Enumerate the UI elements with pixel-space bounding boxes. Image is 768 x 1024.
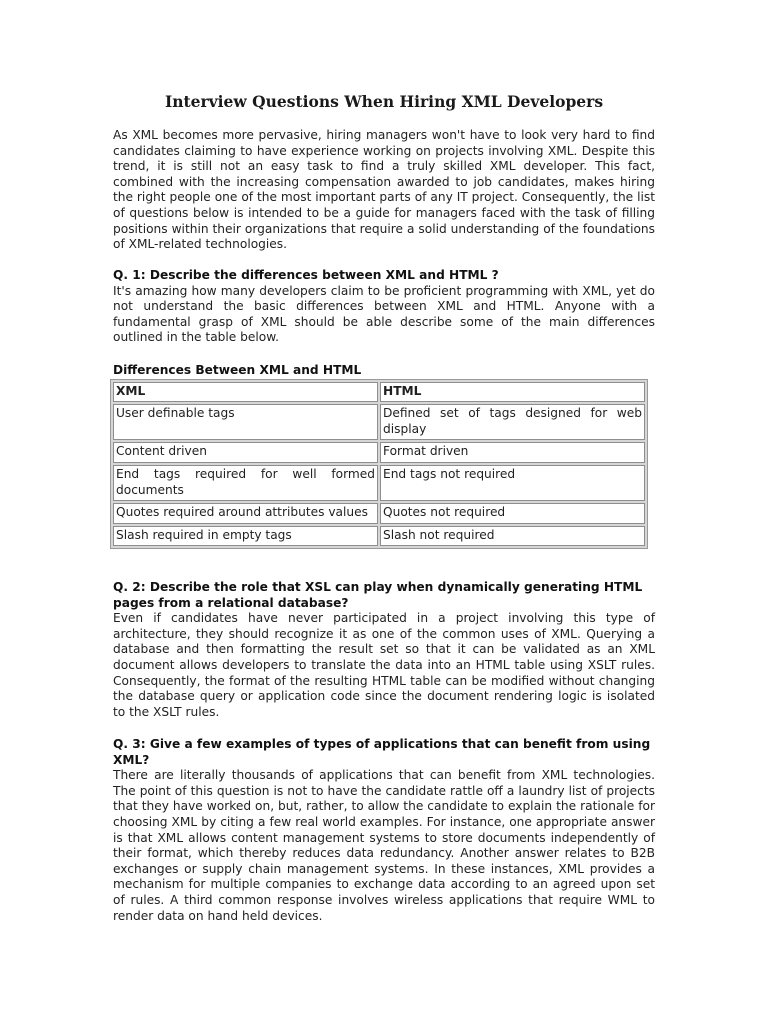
table-cell: Quotes required around attributes values [113, 503, 378, 524]
question-3-section [113, 737, 655, 924]
table-row [113, 442, 645, 463]
table-header-cell: HTML [380, 382, 645, 403]
table-row [113, 503, 645, 524]
question-3-heading: Q. 3: Give a few examples of types of applications that can benefit from using XML? [113, 737, 651, 767]
differences-table [110, 379, 648, 550]
table-cell: Slash not required [380, 526, 645, 547]
table-header-cell: XML [113, 382, 378, 403]
table-cell: Quotes not required [380, 503, 645, 524]
table-row [113, 465, 645, 501]
intro-paragraph: As XML becomes more pervasive, hiring managers won't have to look very hard to find candidates claiming to have experience working on projects involving XML. Despite this trend, it is still not an easy task to find a truly skilled XML developer. This fact, combined with the increasing compensation awarded to job candidates, makes hiring the right people one of the most important parts of any IT project. Consequently, the list of questions below is intended to be a guide for managers faced with the task of filling positions within their organizations that require a solid understanding of the foundations of XML-related technologies. [113, 128, 655, 252]
table-cell: Format driven [380, 442, 645, 463]
table-cell: End tags required for well formed documents [113, 465, 378, 501]
page-title: Interview Questions When Hiring XML Developers [164, 92, 604, 111]
question-1-heading: Q. 1: Describe the differences between XML and HTML ? [113, 268, 499, 282]
table-header-row [113, 382, 645, 403]
question-1-answer: It's amazing how many developers claim to be proficient programming with XML, yet do not understand the basic differences between XML and HTML. Anyone with a fundamental grasp of XML should be able describe some of the main differences outlined in the table below. [113, 283, 655, 345]
question-2-answer: Even if candidates have never participated in a project involving this type of architecture, they should recognize it as one of the common uses of XML. Querying a database and then formatting the result set so that it can be validated as an XML document allows developers to translate the data into an HTML table using XSLT rules. Consequently, the format of the resulting HTML table can be modified without changing the database query or application code since the document rendering logic is isolated to the XSLT rules. [113, 611, 655, 719]
table-row [113, 404, 645, 440]
table-cell: Defined set of tags designed for web display [380, 404, 645, 440]
table-cell: User definable tags [113, 404, 378, 440]
table-cell: Content driven [113, 442, 378, 463]
question-2-heading: Q. 2: Describe the role that XSL can play when dynamically generating HTML pages from a relational database? [113, 580, 643, 610]
question-1-section [113, 268, 655, 346]
question-3-answer: There are literally thousands of applications that can benefit from XML technologies. The point of this question is not to have the candidate rattle off a laundry list of projects that they have worked on, but, rather, to allow the candidate to explain the rationale for choosing XML by citing a few real world examples. For instance, one appropriate answer is that XML allows content management systems to store documents independently of their format, which thereby reduces data redundancy. Another answer relates to B2B exchanges or supply chain management systems. In these instances, XML provides a mechanism for multiple companies to exchange data according to an agreed upon set of rules. A third common response involves wireless applications that require WML to render data on hand held devices. [113, 768, 655, 923]
question-2-section [113, 580, 655, 720]
differences-table-section [113, 363, 655, 549]
table-row [113, 526, 645, 547]
table-cell: End tags not required [380, 465, 645, 501]
intro-section [113, 128, 655, 253]
table-cell: Slash required in empty tags [113, 526, 378, 547]
table-caption: Differences Between XML and HTML [113, 363, 362, 377]
